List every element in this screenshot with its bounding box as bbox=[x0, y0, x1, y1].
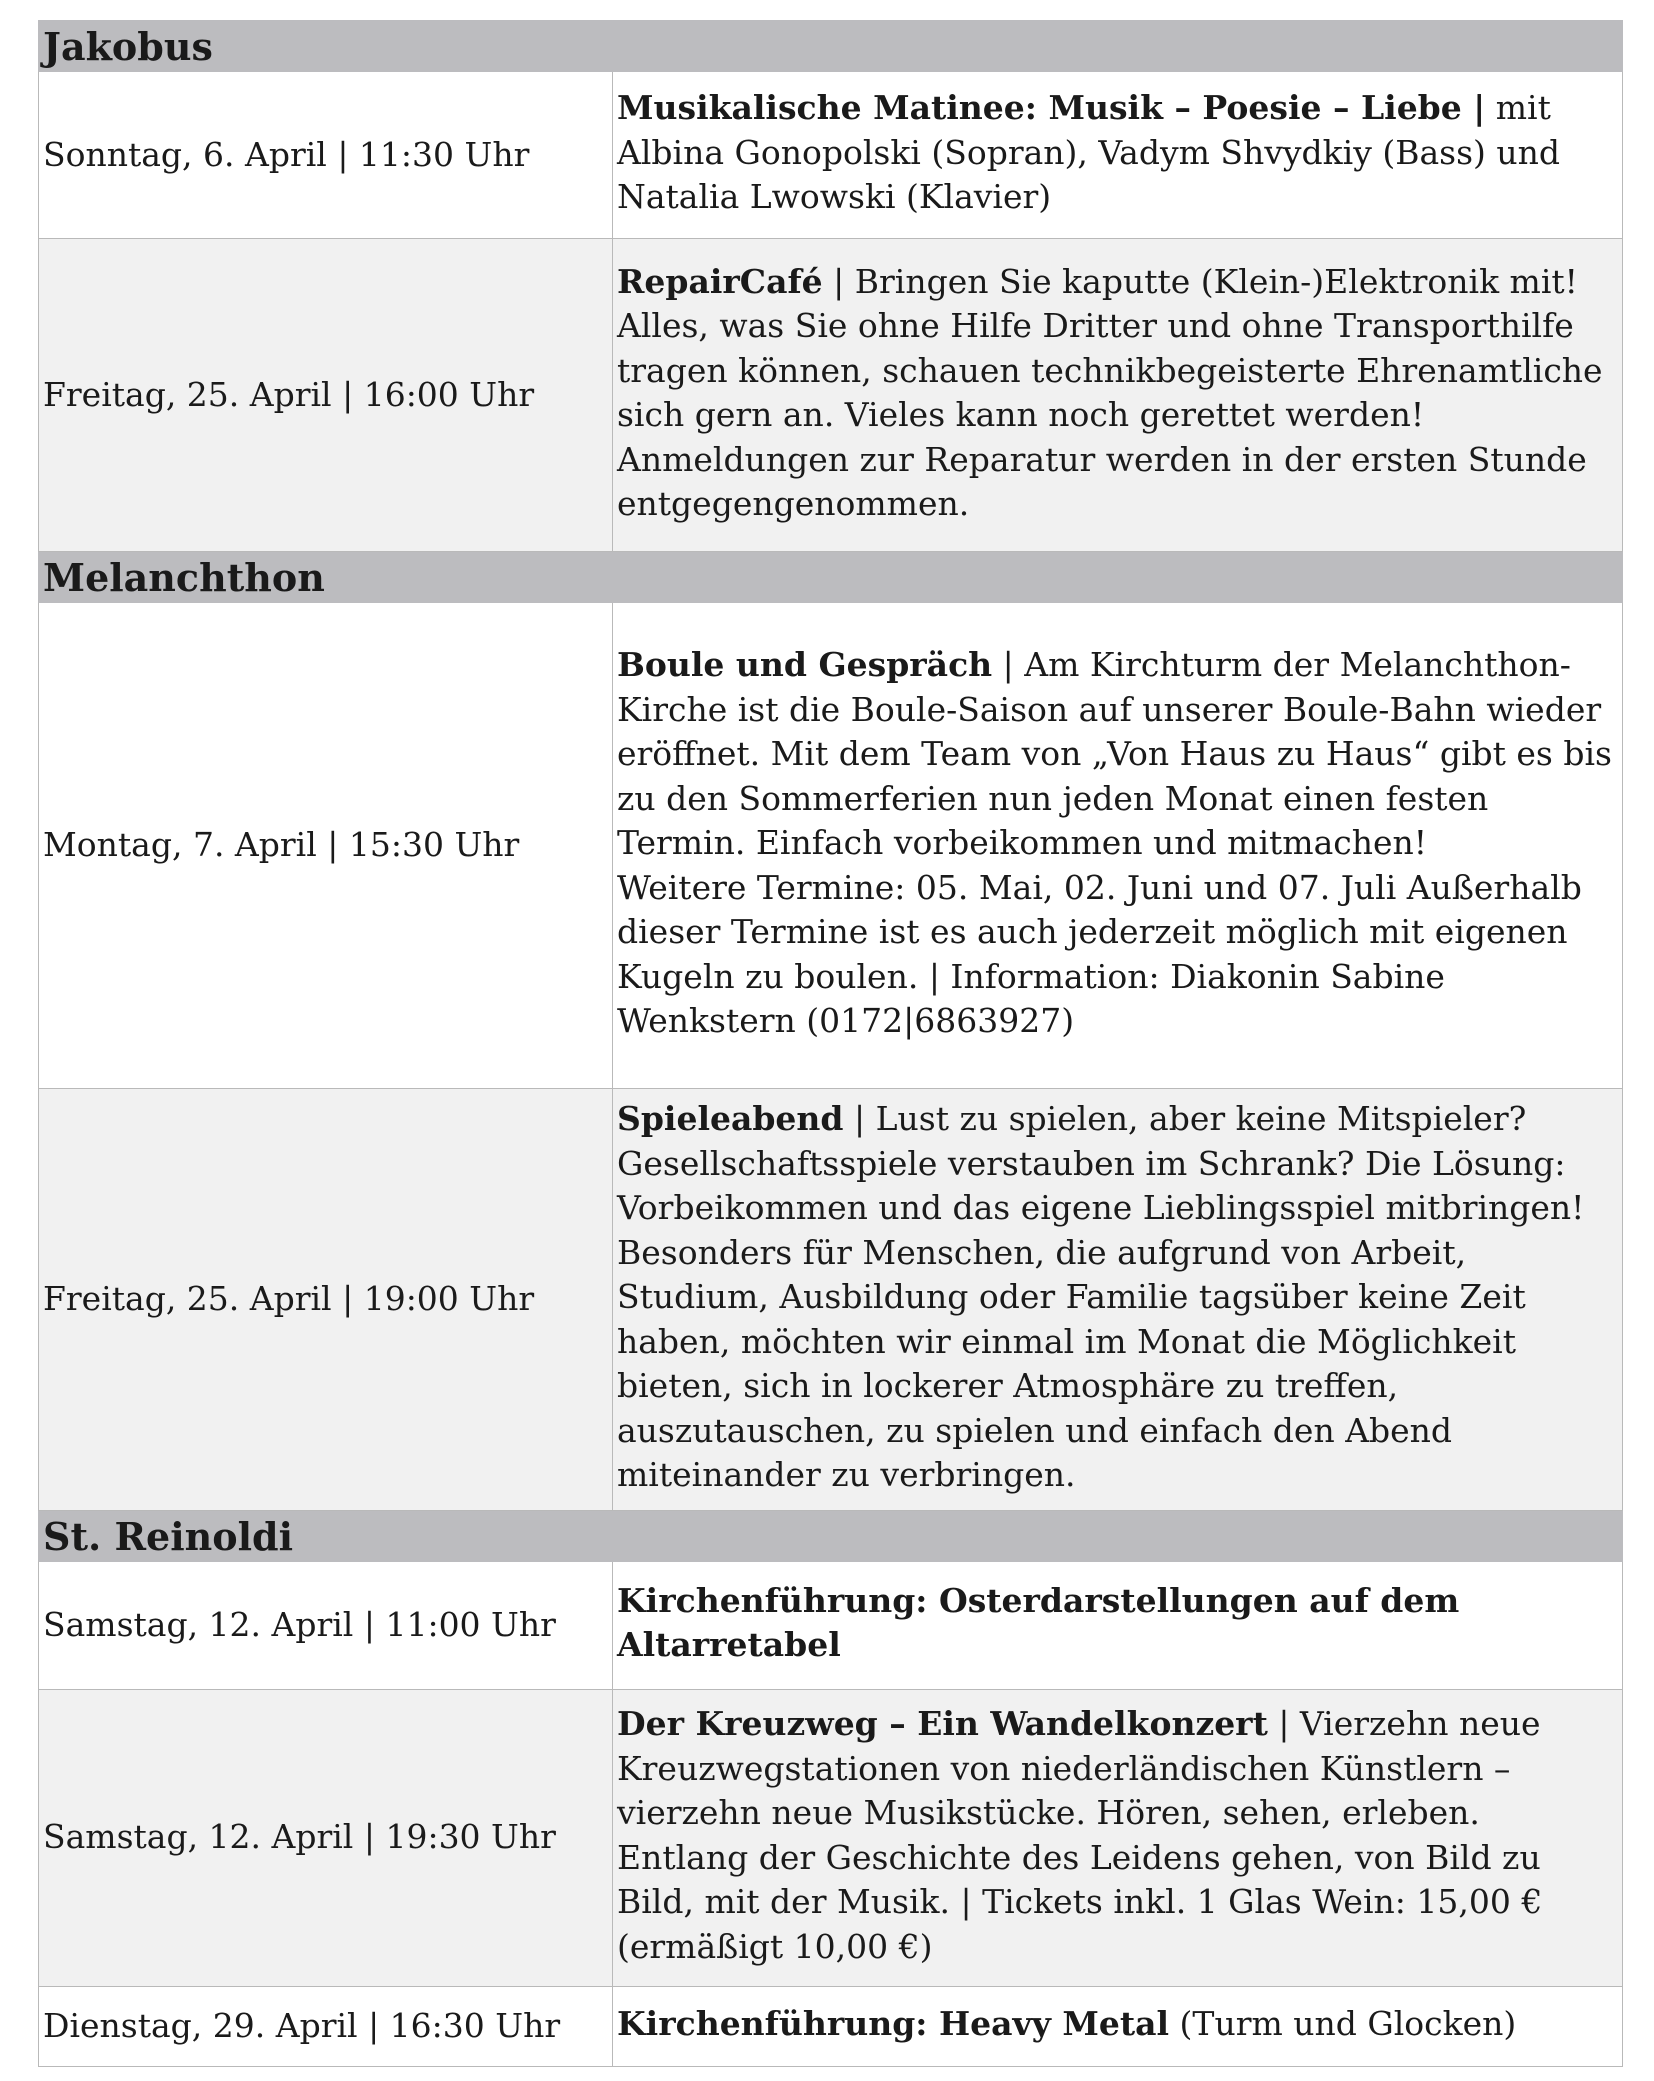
event-title: Spieleabend bbox=[617, 1099, 844, 1138]
table-row bbox=[39, 72, 1623, 239]
event-title: Kirchenführung: Osterdarstellungen auf dem Altarretabel bbox=[617, 1580, 1460, 1664]
event-date: Freitag, 25. April | 16:00 Uhr bbox=[39, 239, 613, 552]
table-row bbox=[39, 1986, 1623, 2066]
event-date: Sonntag, 6. April | 11:30 Uhr bbox=[39, 72, 613, 239]
event-schedule bbox=[38, 20, 1622, 2067]
table-row bbox=[39, 1689, 1623, 1986]
section-header-st-reinoldi bbox=[39, 1510, 1623, 1561]
event-date: Freitag, 25. April | 19:00 Uhr bbox=[39, 1089, 613, 1511]
table-row bbox=[39, 603, 1623, 1089]
event-text: mit Albina Gonopolski (Sopran), Vadym Shvydkiy (Bass) und Natalia Lwowski (Klavier) bbox=[617, 88, 1561, 217]
event-title: Der Kreuzweg – Ein Wandelkonzert bbox=[617, 1704, 1268, 1743]
event-date: Samstag, 12. April | 19:30 Uhr bbox=[39, 1689, 613, 1986]
event-description bbox=[613, 72, 1623, 239]
table-row bbox=[39, 1089, 1623, 1511]
event-description bbox=[613, 239, 1623, 552]
event-description bbox=[613, 1689, 1623, 1986]
event-title: RepairCafé bbox=[617, 261, 823, 301]
event-text: | Lust zu spielen, aber keine Mitspieler? Gesellschaftsspiele verstauben im Schrank? Die Lösung: Vorbeikommen und das eigene Lieblingsspiel mitbringen! Besonders für Menschen, die aufgrund von Arbeit, Studium, Ausbildung oder Familie tagsüber keine Zeit haben, möchten wir einmal im Monat die Möglichkeit bieten, sich in lockerer Atmosphäre zu treffen, auszutauschen, zu spielen und einfach den Abend miteinander zu verbringen. bbox=[617, 1099, 1585, 1494]
event-text: | Am Kirchturm der Melanchthon-Kirche ist die Boule-Saison auf unserer Boule-Bahn wieder eröffnet. Mit dem Team von „Von Haus zu Haus“ gibt es bis zu den Sommerferien nun jeden Monat einen festen Termin. Einfach vorbeikommen und mitmachen! bbox=[617, 645, 1612, 863]
event-date: Samstag, 12. April | 11:00 Uhr bbox=[39, 1561, 613, 1689]
section-header-melanchthon bbox=[39, 552, 1623, 603]
event-description bbox=[613, 603, 1623, 1089]
event-date: Montag, 7. April | 15:30 Uhr bbox=[39, 603, 613, 1089]
event-description bbox=[613, 1089, 1623, 1511]
section-title: Jakobus bbox=[39, 21, 1623, 72]
section-title: St. Reinoldi bbox=[39, 1510, 1623, 1561]
event-description bbox=[613, 1561, 1623, 1689]
table-row bbox=[39, 1561, 1623, 1689]
event-table bbox=[38, 20, 1623, 2067]
event-title: Musikalische Matinee: Musik – Poesie – Liebe | bbox=[617, 88, 1486, 128]
event-title: Boule und Gespräch bbox=[617, 645, 993, 685]
section-header-jakobus bbox=[39, 21, 1623, 72]
event-text: (Turm und Glocken) bbox=[1169, 2003, 1517, 2043]
event-text: | Vierzehn neue Kreuzwegstationen von niederländischen Künstlern – vierzehn neue Musikstücke. Hören, sehen, erleben. Entlang der Geschichte des Leidens gehen, von Bild zu Bild, mit der Musik. | Tickets inkl. 1 Glas Wein: 15,00 € (ermäßigt 10,00 €) bbox=[617, 1704, 1543, 1966]
event-title: Kirchenführung: Heavy Metal bbox=[617, 2003, 1170, 2043]
event-extra: Weitere Termine: 05. Mai, 02. Juni und 07. Juli Außerhalb dieser Termine ist es auch jederzeit möglich mit eigenen Kugeln zu boulen. | Information: Diakonin Sabine Wenkstern (0172|6863927) bbox=[617, 867, 1582, 1041]
event-text: | Bringen Sie kaputte (Klein-)Elektronik mit! Alles, was Sie ohne Hilfe Dritter und ohne Transporthilfe tragen können, schauen technikbegeisterte Ehrenamtliche sich gern an. Vieles kann noch gerettet werden! Anmeldungen zur Reparatur werden in der ersten Stunde entgegengenommen. bbox=[617, 261, 1603, 523]
event-description bbox=[613, 1986, 1623, 2066]
section-title: Melanchthon bbox=[39, 552, 1623, 603]
event-date: Dienstag, 29. April | 16:30 Uhr bbox=[39, 1986, 613, 2066]
table-row bbox=[39, 239, 1623, 552]
